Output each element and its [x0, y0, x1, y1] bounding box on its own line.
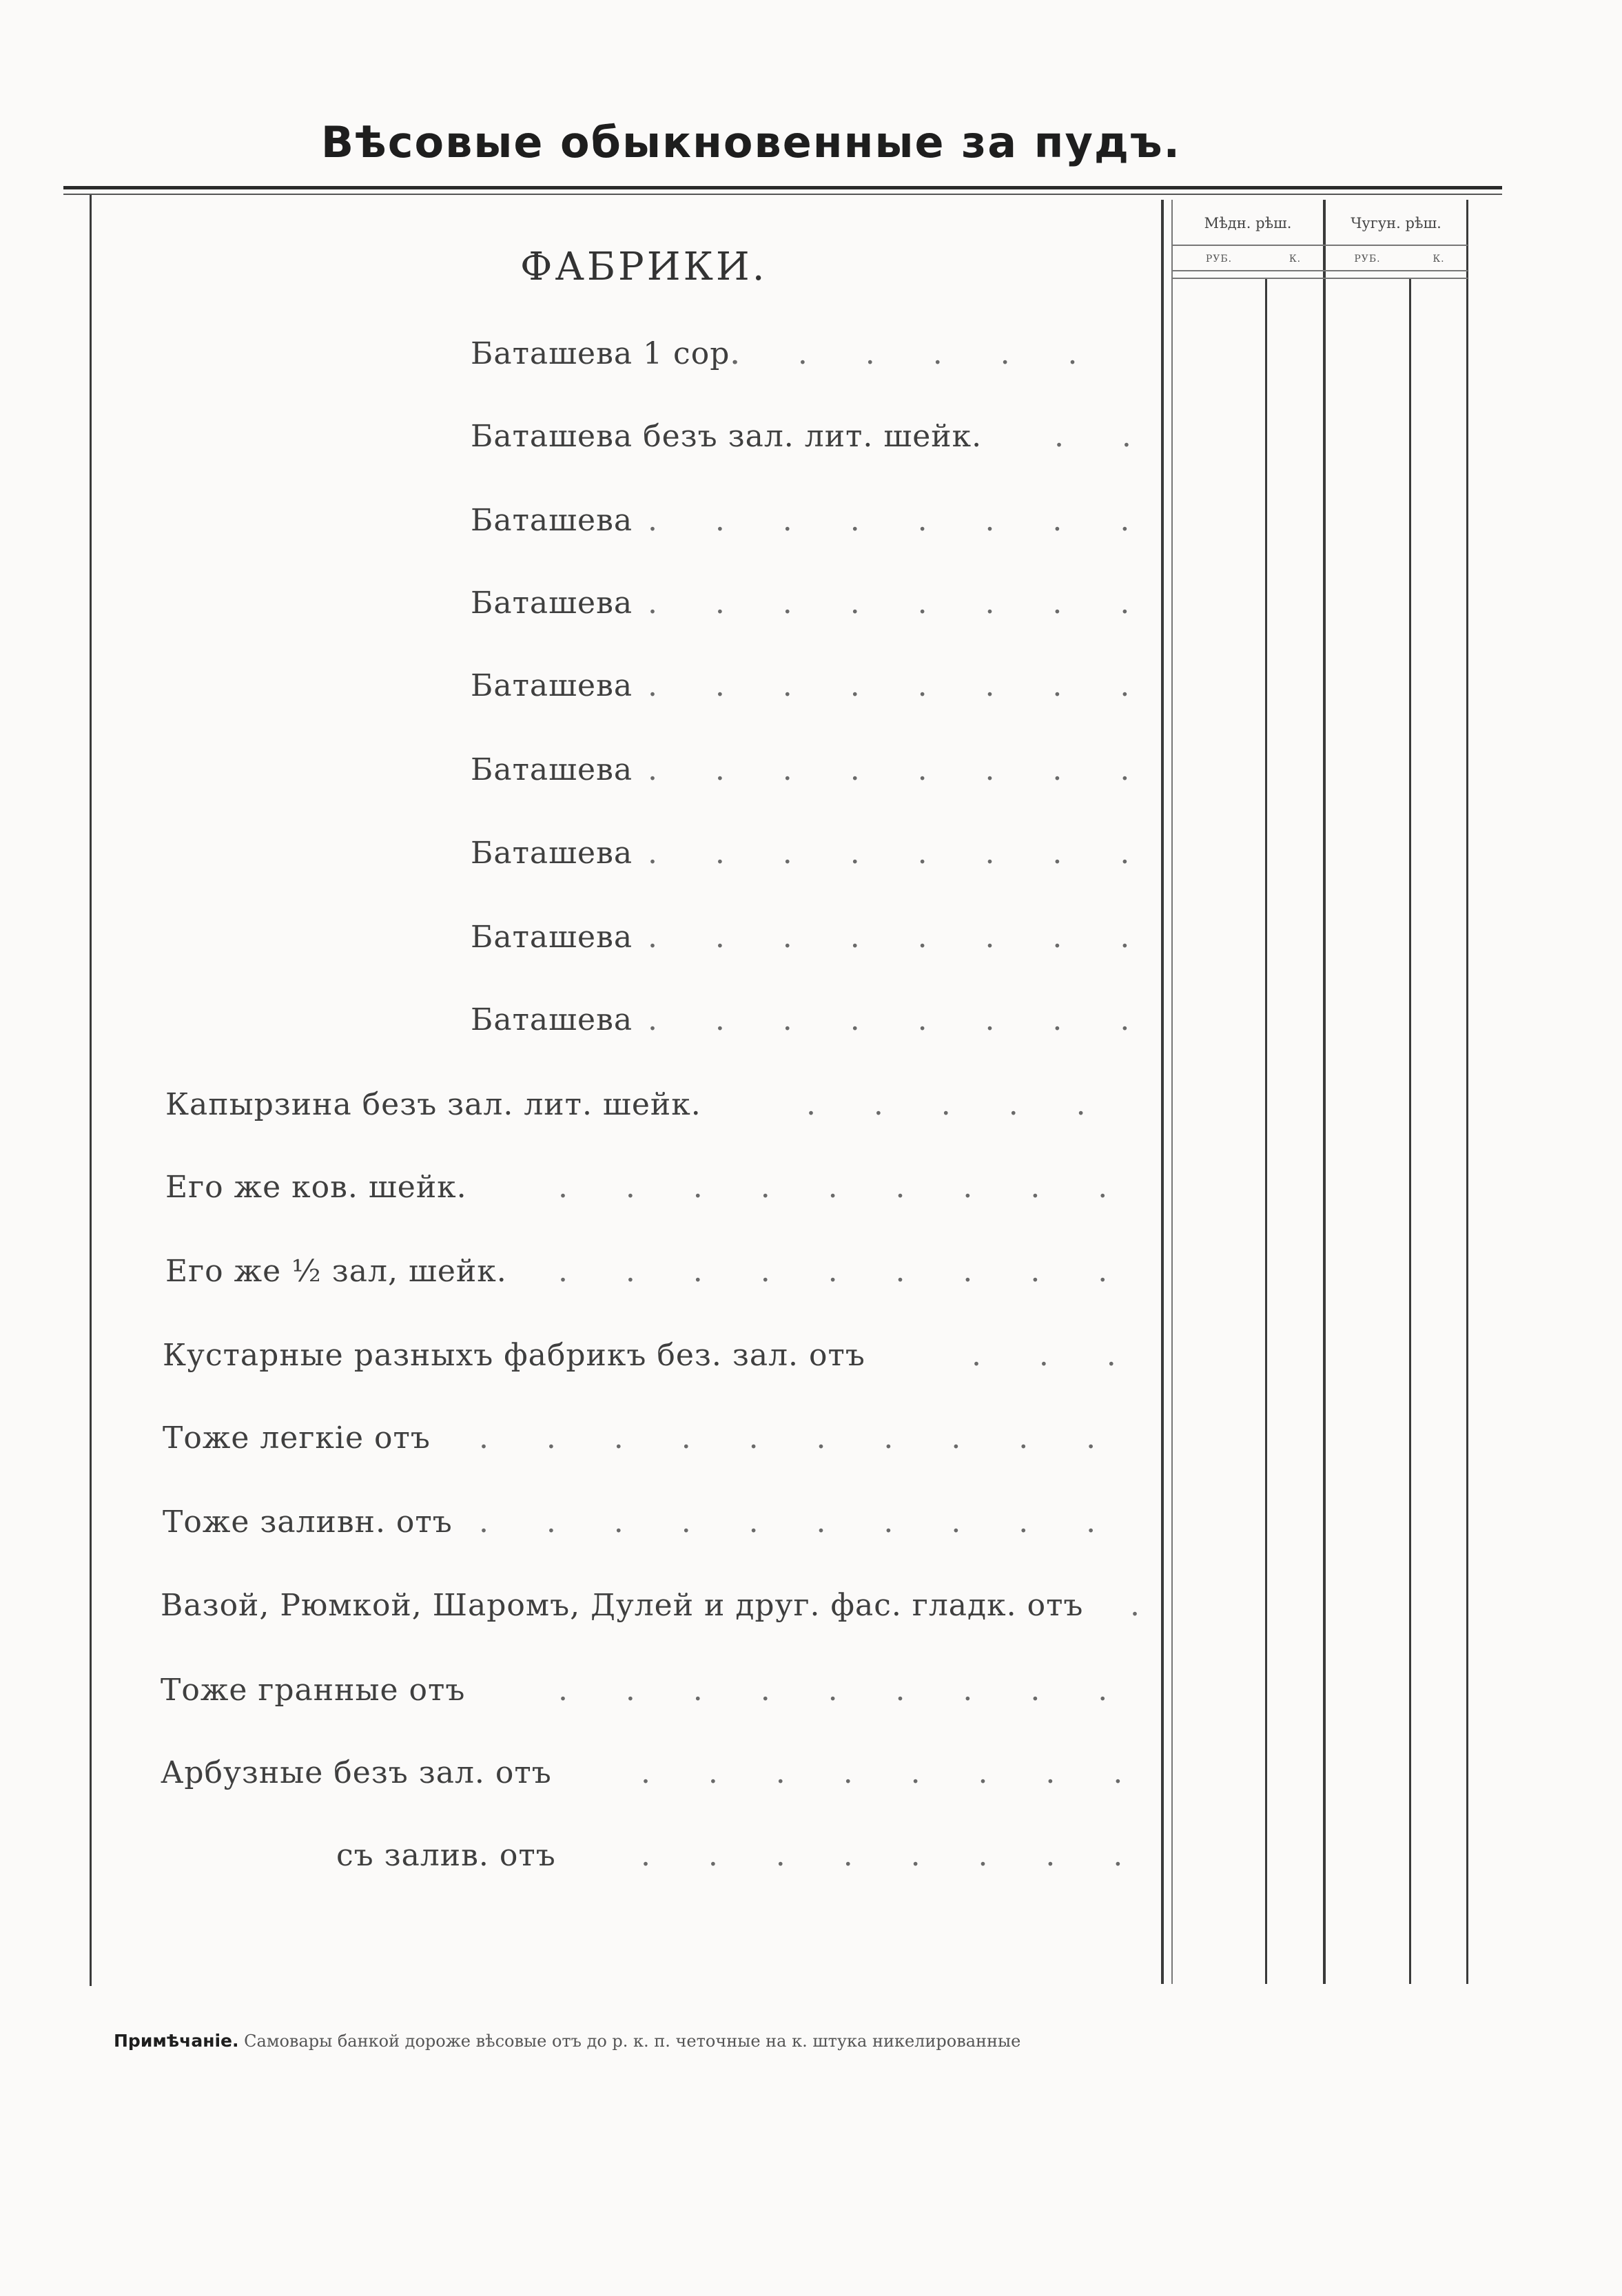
dot-leader: . . . . . . . .: [648, 586, 1130, 621]
dot-leader: . . . . . .: [730, 336, 1078, 371]
subheader-copper-kop: К.: [1289, 254, 1302, 265]
table-row: Баташева: [471, 1002, 633, 1037]
title-rule-thin: [63, 194, 1502, 195]
table-row: Баташева: [471, 668, 633, 703]
table-row: Баташева 1 сор.: [471, 336, 741, 371]
header-line-3: [1171, 278, 1468, 279]
column-header-copper: Мѣдн. рѣш.: [1204, 215, 1292, 231]
dot-leader: . .: [1054, 419, 1131, 454]
dot-leader: . . . . . . . .: [648, 668, 1130, 703]
subheader-iron-rub: РУБ.: [1354, 254, 1381, 265]
column-border-3: [1265, 279, 1267, 1984]
footnote-label: Примѣчаніе.: [114, 2031, 239, 2051]
title-rule: [63, 186, 1502, 189]
table-row: Кустарные разныхъ фабрикъ без. зал. отъ: [163, 1338, 865, 1373]
dot-leader: . . . . . . . . .: [558, 1170, 1108, 1205]
table-row: Тоже гранные отъ: [161, 1673, 466, 1708]
dot-leader: . . . . . . . .: [648, 752, 1130, 787]
dot-leader: . . .: [972, 1338, 1116, 1373]
dot-leader: . . . . . . . .: [648, 920, 1130, 955]
dot-leader: . . . . . . . .: [641, 1755, 1123, 1790]
header-line-2: [1171, 270, 1468, 271]
table-row: Тоже легкіе отъ: [163, 1420, 431, 1456]
dot-leader: . . . . . . . .: [648, 1002, 1130, 1037]
column-border-6: [1466, 200, 1468, 1984]
footnote-text: Самовары банкой дороже вѣсовые отъ до р. к. п. четочные на к. штука никелированные: [244, 2031, 1021, 2051]
dot-leader: . . . . . . . . . .: [479, 1504, 1096, 1540]
table-row: Капырзина безъ зал. лит. шейк.: [165, 1087, 701, 1122]
column-border-5: [1409, 279, 1411, 1984]
subheader-iron-kop: К.: [1433, 254, 1445, 265]
column-border-2: [1171, 200, 1173, 1984]
column-header-iron: Чугун. рѣш.: [1351, 215, 1441, 231]
dot-leader: . . . . . . . .: [641, 1838, 1123, 1873]
column-border-4: [1323, 200, 1326, 1984]
table-row: Его же ков. шейк.: [165, 1170, 467, 1205]
table-row: съ залив. отъ: [336, 1838, 556, 1873]
footnote: [114, 2031, 1020, 2051]
subheader-copper-rub: РУБ.: [1205, 254, 1233, 265]
dot-leader: . . . . . . . .: [648, 836, 1130, 871]
dot-leader: .: [1130, 1588, 1140, 1623]
dot-leader: . . . . . . . . .: [558, 1673, 1108, 1708]
table-row: Арбузные безъ зал. отъ: [161, 1755, 552, 1790]
dot-leader: . . . . . . . . . .: [479, 1420, 1096, 1456]
table-row: Баташева: [471, 586, 633, 621]
dot-leader: . . . . .: [806, 1087, 1086, 1122]
dot-leader: . . . . . . . .: [648, 503, 1130, 538]
header-line-1: [1171, 245, 1468, 246]
table-row: Баташева: [471, 752, 633, 787]
table-row: Баташева: [471, 503, 633, 538]
table-row: Тоже заливн. отъ: [163, 1504, 453, 1540]
column-border-1: [1161, 200, 1164, 1984]
dot-leader: . . . . . . . . .: [558, 1254, 1108, 1289]
table-row: Баташева безъ зал. лит. шейк.: [471, 419, 983, 454]
section-heading: ФАБРИКИ.: [520, 245, 768, 289]
table-row: Баташева: [471, 920, 633, 955]
left-border: [90, 195, 92, 1986]
table-row: Вазой, Рюмкой, Шаромъ, Дулей и друг. фас. гладк. отъ: [161, 1588, 1084, 1623]
table-row: Его же ½ зал, шейк.: [165, 1254, 507, 1289]
table-row: Баташева: [471, 836, 633, 871]
page-title: Вѣсовые обыкновенные за пудъ.: [320, 117, 1182, 167]
